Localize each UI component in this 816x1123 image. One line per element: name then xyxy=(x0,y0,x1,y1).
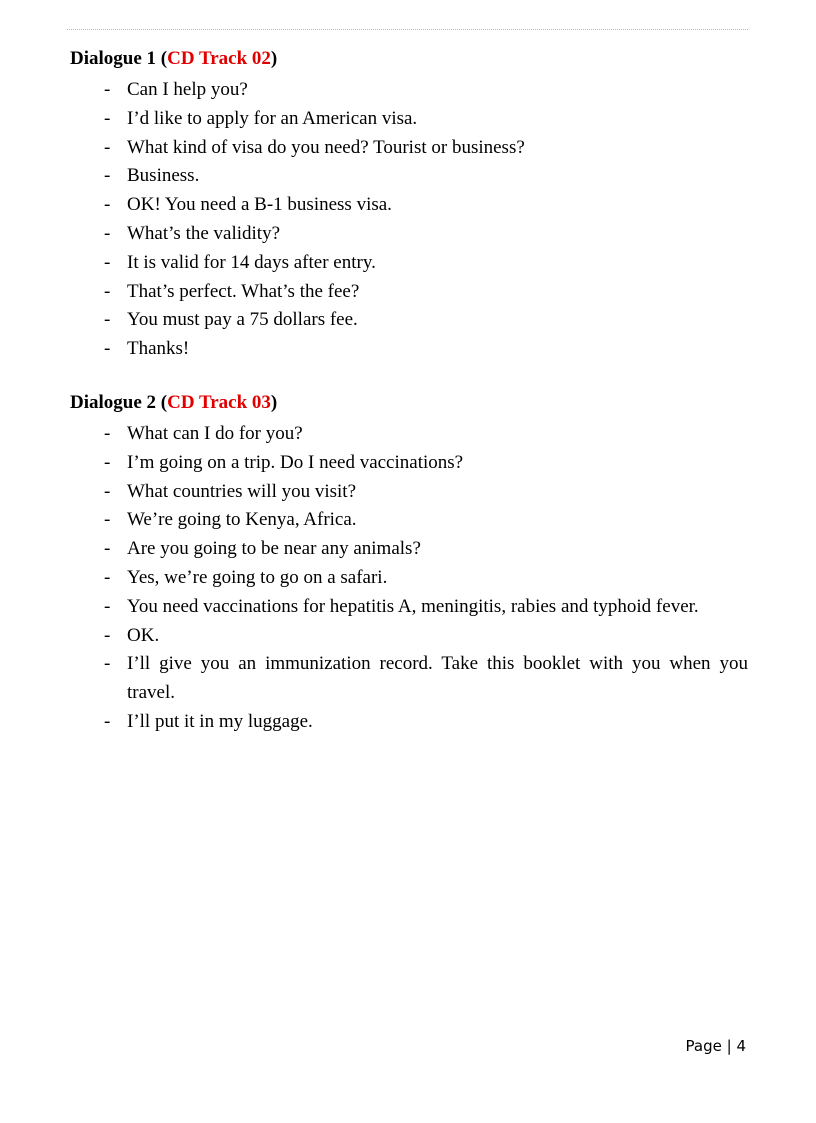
dash-bullet: - xyxy=(104,280,111,302)
dialogue-lines xyxy=(70,76,748,364)
dash-bullet: - xyxy=(104,710,111,732)
dash-bullet: - xyxy=(104,165,111,187)
dash-bullet: - xyxy=(104,309,111,331)
page-separator: | xyxy=(726,1037,732,1055)
dialogue-line: - What’s the validity? xyxy=(70,220,748,249)
dialogue-line: - Thanks! xyxy=(70,335,748,364)
dialogue-lines xyxy=(70,420,748,737)
dialogue-line: - I’ll give you an immunization record. Take this booklet with you when you travel. xyxy=(70,650,748,708)
dash-bullet: - xyxy=(104,480,111,502)
dialogue-line: - What countries will you visit? xyxy=(70,478,748,507)
dash-bullet: - xyxy=(104,338,111,360)
dialogue-line: - I’m going on a trip. Do I need vaccinations? xyxy=(70,449,748,478)
dialogue-line: - Business. xyxy=(70,162,748,191)
dialogue-line: - It is valid for 14 days after entry. xyxy=(70,249,748,278)
dash-bullet: - xyxy=(104,566,111,588)
dash-bullet: - xyxy=(104,194,111,216)
cd-track-label: CD Track 02 xyxy=(167,48,271,69)
dash-bullet: - xyxy=(104,595,111,617)
dash-bullet: - xyxy=(104,423,111,444)
dialogue-line: - What kind of visa do you need? Tourist or business? xyxy=(70,134,748,163)
page-number: 4 xyxy=(736,1037,746,1055)
dash-bullet: - xyxy=(104,251,111,273)
dialogue-title: Dialogue 2 xyxy=(70,392,157,413)
dash-bullet: - xyxy=(104,222,111,244)
dialogue-line: - I’d like to apply for an American visa. xyxy=(70,105,748,134)
dialogue-line: - I’ll put it in my luggage. xyxy=(70,708,748,737)
dialogue-heading: Dialogue 2 (CD Track 03) xyxy=(70,392,278,413)
page-label: Page xyxy=(685,1037,722,1055)
dash-bullet: - xyxy=(104,653,111,675)
dash-bullet: - xyxy=(104,509,111,531)
dialogue-line: - Are you going to be near any animals? xyxy=(70,535,748,564)
dash-bullet: - xyxy=(104,79,111,100)
dialogue-line: - That’s perfect. What’s the fee? xyxy=(70,278,748,307)
page-footer xyxy=(686,1035,747,1057)
dash-bullet: - xyxy=(104,136,111,158)
dash-bullet: - xyxy=(104,538,111,560)
dialogue-line: - Can I help you? xyxy=(70,76,748,105)
cd-track-label: CD Track 03 xyxy=(167,392,271,413)
dialogue-1 xyxy=(70,48,748,364)
dialogue-line: - OK! You need a B-1 business visa. xyxy=(70,191,748,220)
dialogue-line: - You need vaccinations for hepatitis A, meningitis, rabies and typhoid fever. xyxy=(70,593,748,622)
header-rule xyxy=(67,29,748,30)
dialogue-line: - We’re going to Kenya, Africa. xyxy=(70,506,748,535)
dialogue-line: - You must pay a 75 dollars fee. xyxy=(70,306,748,335)
dialogue-heading: Dialogue 1 (CD Track 02) xyxy=(70,48,278,69)
dialogue-2 xyxy=(70,392,748,737)
dialogue-line: - What can I do for you? xyxy=(70,420,748,449)
dialogue-title: Dialogue 1 xyxy=(70,48,157,69)
dialogue-line: - OK. xyxy=(70,622,748,651)
dash-bullet: - xyxy=(104,451,111,473)
dash-bullet: - xyxy=(104,107,111,129)
dash-bullet: - xyxy=(104,624,111,646)
dialogue-line: - Yes, we’re going to go on a safari. xyxy=(70,564,748,593)
